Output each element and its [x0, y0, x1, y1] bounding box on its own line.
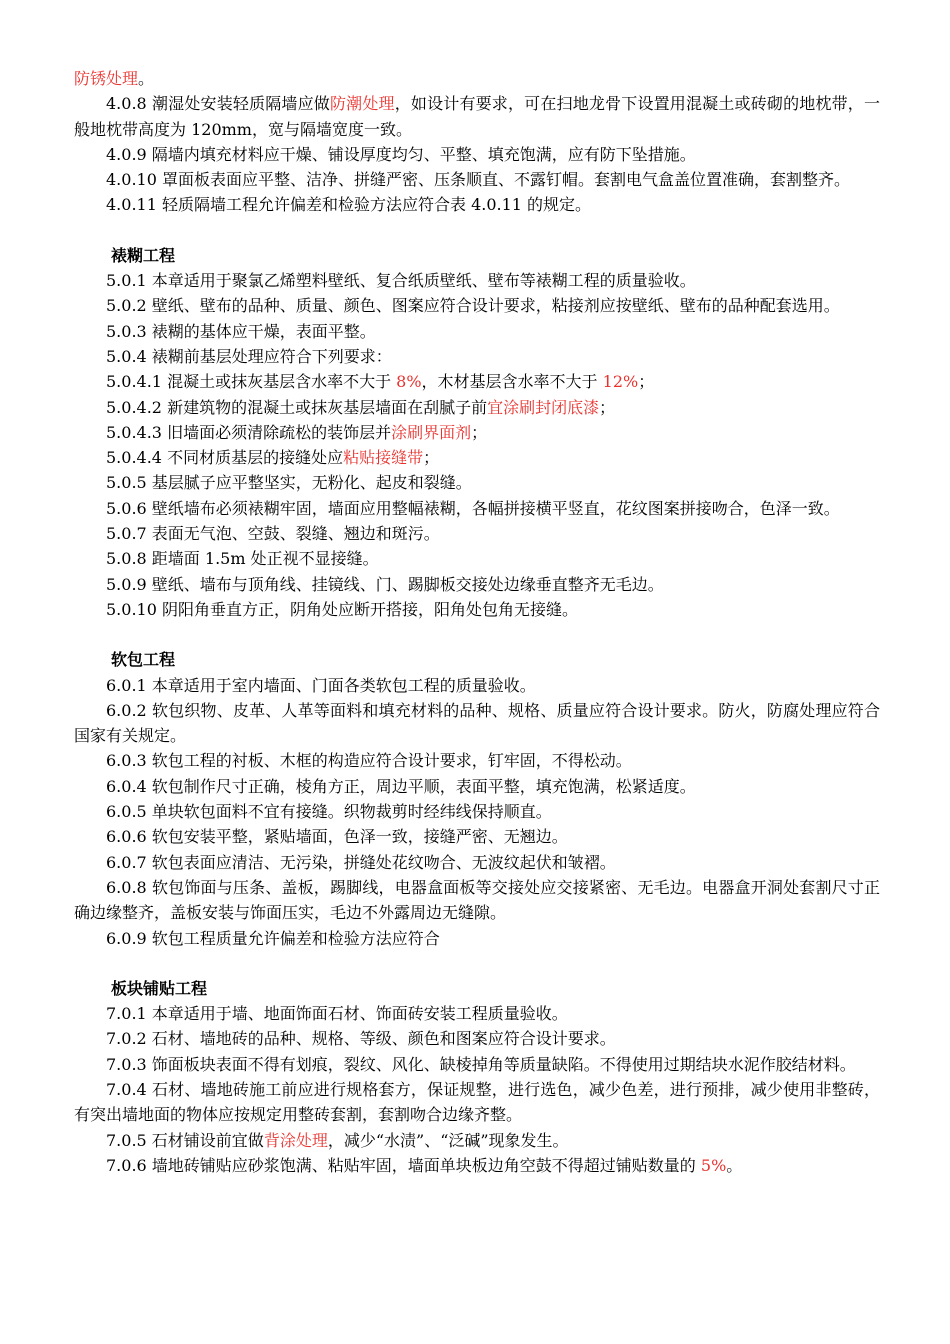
paragraph	[74, 1001, 880, 1026]
paragraph	[74, 824, 880, 849]
paragraph	[74, 319, 880, 344]
text-run: 7.0.6 墙地砖铺贴应砂浆饱满、粘贴牢固，墙面单块板边角空鼓不得超过铺贴数量的	[106, 1155, 701, 1175]
section-heading	[74, 647, 880, 672]
text-run: 5.0.4.4 不同材质基层的接缝处应	[106, 448, 344, 468]
paragraph	[74, 91, 880, 142]
paragraph	[74, 1153, 880, 1178]
text-run: 4.0.8 潮湿处安装轻质隔墙应做	[106, 94, 330, 114]
spacer	[74, 951, 880, 976]
text-run: 6.0.3 软包工程的衬板、木框的构造应符合设计要求，钉牢固，不得松动。	[106, 751, 632, 771]
paragraph	[74, 926, 880, 951]
text-run: 7.0.1 本章适用于墙、地面饰面石材、饰面砖安装工程质量验收。	[106, 1004, 568, 1024]
highlighted-text: 8%	[396, 372, 422, 392]
text-run: 5.0.10 阴阳角垂直方正，阴角处应断开搭接，阳角处包角无接缝。	[106, 599, 578, 619]
text-run: 6.0.1 本章适用于室内墙面、门面各类软包工程的质量验收。	[106, 675, 536, 695]
paragraph	[74, 875, 880, 926]
paragraph	[74, 774, 880, 799]
highlighted-text: 背涂处理	[263, 1130, 328, 1150]
paragraph	[74, 572, 880, 597]
spacer	[74, 622, 880, 647]
paragraph	[74, 420, 880, 445]
paragraph	[74, 445, 880, 470]
text-run: 6.0.6 软包安装平整，紧贴墙面，色泽一致，接缝严密、无翘边。	[106, 827, 568, 847]
text-run: ；	[599, 397, 616, 417]
text-run: 软包工程	[111, 650, 176, 670]
text-run: 5.0.8 距墙面 1.5m 处正视不显接缝。	[106, 549, 379, 569]
text-run: ；	[638, 372, 655, 392]
text-run: 5.0.9 壁纸、墙布与顶角线、挂镜线、门、踢脚板交接处边缘垂直整齐无毛边。	[106, 574, 664, 594]
paragraph	[74, 66, 880, 91]
spacer	[74, 218, 880, 243]
paragraph	[74, 850, 880, 875]
text-run: 。	[726, 1155, 743, 1175]
text-run: 5.0.4.1 混凝土或抹灰基层含水率不大于	[106, 372, 397, 392]
text-run: ，木材基层含水率不大于	[421, 372, 603, 392]
text-run: 6.0.8 软包饰面与压条、盖板，踢脚线，电器盒面板等交接处应交接紧密、无毛边。电器盒开洞处套割尺寸正确边缘整齐，盖板安装与饰面压实，毛边不外露周边无缝隙。	[74, 877, 880, 923]
paragraph	[74, 470, 880, 495]
paragraph	[74, 268, 880, 293]
paragraph	[74, 1128, 880, 1153]
text-run: 7.0.2 石材、墙地砖的品种、规格、等级、颜色和图案应符合设计要求。	[106, 1029, 616, 1049]
text-run: 4.0.11 轻质隔墙工程允许偏差和检验方法应符合表 4.0.11 的规定。	[106, 195, 592, 215]
text-run: 5.0.3 裱糊的基体应干燥，表面平整。	[106, 321, 376, 341]
text-run: ，如设计有要求，可在扫地龙骨下设置用混凝土或砖砌的地枕带，一般地枕带高度为 120mm，宽与隔墙宽度一致。	[74, 94, 880, 139]
text-run: 4.0.9 隔墙内填充材料应干燥、铺设厚度均匀、平整、填充饱满，应有防下坠措施。	[106, 144, 696, 164]
paragraph	[74, 799, 880, 824]
section-heading	[74, 243, 880, 268]
text-run: 6.0.5 单块软包面料不宜有接缝。织物裁剪时经纬线保持顺直。	[106, 802, 552, 822]
text-run: 5.0.7 表面无气泡、空鼓、裂缝、翘边和斑污。	[106, 524, 440, 544]
text-run: 6.0.2 软包织物、皮革、人革等面料和填充材料的品种、规格、质量应符合设计要求。防火，防腐处理应符合国家有关规定。	[74, 700, 880, 746]
text-run: 6.0.4 软包制作尺寸正确，棱角方正，周边平顺，表面平整，填充饱满，松紧适度。	[106, 776, 696, 796]
paragraph	[74, 673, 880, 698]
highlighted-text: 宜涂刷封闭底漆	[487, 397, 600, 417]
paragraph	[74, 597, 880, 622]
text-run: 5.0.6 壁纸墙布必须裱糊牢固，墙面应用整幅裱糊，各幅拼接横平竖直，花纹图案拼接吻合，色泽一致。	[106, 498, 840, 518]
text-run: ；	[471, 422, 488, 442]
paragraph	[74, 496, 880, 521]
text-run: 7.0.3 饰面板块表面不得有划痕，裂纹、风化、缺棱掉角等质量缺陷。不得使用过期结块水泥作胶结材料。	[106, 1054, 856, 1074]
paragraph	[74, 546, 880, 571]
text-run: 5.0.4 裱糊前基层处理应符合下列要求：	[106, 346, 392, 366]
text-run: 5.0.4.3 旧墙面必须清除疏松的装饰层并	[106, 422, 392, 442]
highlighted-text: 12%	[602, 372, 639, 392]
highlighted-text: 粘贴接缝带	[343, 448, 424, 468]
text-run: 7.0.5 石材铺设前宜做	[106, 1130, 264, 1150]
text-run: 裱糊工程	[111, 245, 176, 265]
text-run: 7.0.4 石材、墙地砖施工前应进行规格套方，保证规整，进行选色，减少色差，进行预排，减少使用非整砖，有突出墙地面的物体应按规定用整砖套割，套割吻合边缘齐整。	[74, 1079, 880, 1125]
paragraph	[74, 293, 880, 318]
section-heading	[74, 976, 880, 1001]
highlighted-text: 涂刷界面剂	[391, 422, 472, 442]
text-run: 6.0.9 软包工程质量允许偏差和检验方法应符合	[106, 928, 440, 948]
text-run: 5.0.4.2 新建筑物的混凝土或抹灰基层墙面在刮腻子前	[106, 397, 488, 417]
document-body	[74, 66, 880, 1178]
text-run: 5.0.1 本章适用于聚氯乙烯塑料壁纸、复合纸质壁纸、壁布等裱糊工程的质量验收。	[106, 271, 696, 291]
text-run: 5.0.2 壁纸、壁布的品种、质量、颜色、图案应符合设计要求，粘接剂应按壁纸、壁布的品种配套选用。	[106, 296, 840, 316]
paragraph	[74, 395, 880, 420]
paragraph	[74, 1077, 880, 1128]
text-run: 6.0.7 软包表面应清洁、无污染，拼缝处花纹吻合、无波纹起伏和皱褶。	[106, 852, 616, 872]
paragraph	[74, 1026, 880, 1051]
text-run: 4.0.10 罩面板表面应平整、洁净、拼缝严密、压条顺直、不露钉帽。套割电气盒盖位置准确，套割整齐。	[106, 170, 850, 190]
text-run: 板块铺贴工程	[111, 978, 208, 998]
text-run: 5.0.5 基层腻子应平整坚实，无粉化、起皮和裂缝。	[106, 473, 472, 493]
paragraph	[74, 344, 880, 369]
paragraph	[74, 748, 880, 773]
paragraph	[74, 192, 880, 217]
text-run: ，减少“水渍”、“泛碱”现象发生。	[327, 1130, 569, 1150]
paragraph	[74, 167, 880, 192]
paragraph	[74, 142, 880, 167]
text-run: 。	[138, 69, 155, 88]
paragraph	[74, 369, 880, 394]
highlighted-text: 5%	[700, 1155, 727, 1175]
paragraph	[74, 521, 880, 546]
highlighted-text: 防潮处理	[329, 94, 395, 114]
highlighted-text: 防锈处理	[74, 69, 139, 88]
paragraph	[74, 698, 880, 749]
paragraph	[74, 1052, 880, 1077]
text-run: ；	[423, 448, 440, 468]
